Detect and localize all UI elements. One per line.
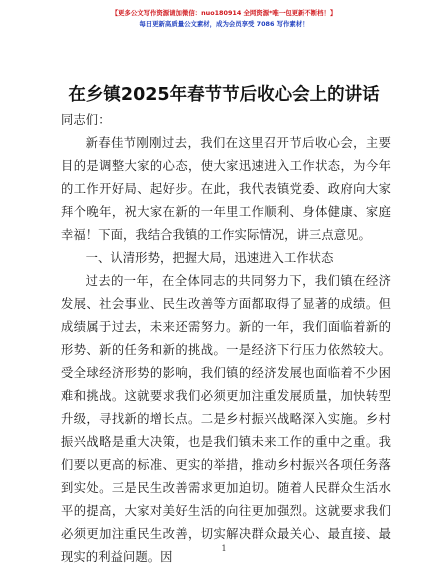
- paragraph-situation: 过去的一年，在全体同志的共同努力下，我们镇在经济发展、社会事业、民生改善等方面都取得了显著的成绩。但成绩属于过去，未来还需努力。新的一年，我们面临着新的形势、新的任务和新的挑战。一是经济下行压力依然较大。受全球经济形势的影响，我们镇的经济发展也面临着不少困难和挑战。这就要求我们必须更加注重发展质量，加快转型升级，寻找新的增长点。二是乡村振兴战略深入实施。乡村振兴战略是重大决策，也是我们镇未来工作的重中之重。我们要以更高的标准、更实的举措，推动乡村振兴各项任务落到实处。三是民生改善需求更加迫切。随着人民群众生活水平的提高，大家对美好生活的向往更加强烈。这就要求我们必须更加注重民生改善，切实解决群众最关心、最直接、最现实的利益问题。因: [61, 274, 391, 564]
- document-body: [61, 109, 391, 569]
- promo-banner-line-2: 每日更新高质量公文素材，成为会员享受 7086 写作素材！: [139, 20, 309, 28]
- paragraph-intro: 新春佳节刚刚过去，我们在这里召开节后收心会，主要目的是调整大家的心态，使大家迅速进入工作状态，为今年的工作开好局、起好步。在此，我代表镇党委、政府向大家拜个晚年，祝大家在新的一年里工作顺利、身体健康、家庭幸福！下面，我结合我镇的工作实际情况，讲三点意见。: [61, 136, 391, 242]
- document-title: 在乡镇2025年春节节后收心会上的讲话: [68, 85, 380, 105]
- section-heading: 一、认清形势，把握大局，迅速进入工作状态: [85, 251, 334, 265]
- salutation: 同志们：: [61, 113, 111, 127]
- page-number: 1: [221, 544, 227, 553]
- promo-banner-line-1: 【更多公文写作资源请加微信：nuo180914 全网资源*唯一包更新不断档！】: [111, 9, 337, 17]
